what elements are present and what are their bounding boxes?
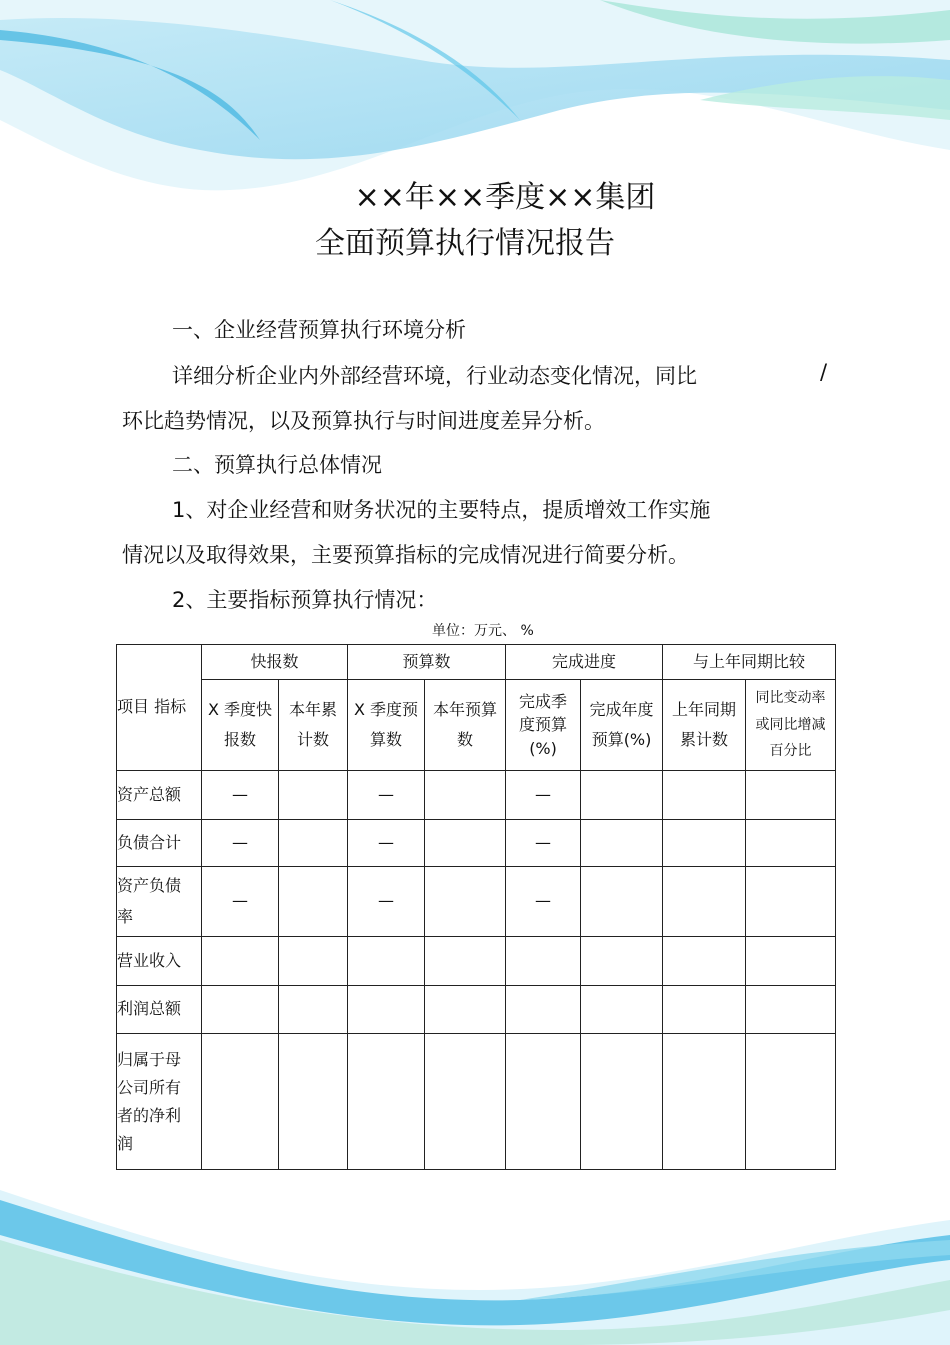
subheader-quarter-flash: X 季度快 报数	[202, 680, 279, 771]
table-row	[117, 771, 836, 820]
table-cell	[202, 937, 279, 986]
corner-header: 项目 指标	[117, 645, 202, 771]
table-cell: —	[348, 771, 425, 820]
table-cell	[746, 986, 836, 1034]
section1-heading: 一、企业经营预算执行环境分析	[172, 318, 466, 342]
table-cell	[425, 771, 506, 820]
row-label: 营业收入	[117, 937, 202, 986]
item1-line1: 1、对企业经营和财务状况的主要特点，提质增效工作实施	[172, 498, 711, 522]
table-row	[117, 986, 836, 1034]
table-unit-label: 单位：万元、 %	[432, 623, 534, 639]
subheader-annual-completion: 完成年度 预算(%)	[581, 680, 663, 771]
table-cell	[663, 986, 746, 1034]
table-cell	[663, 820, 746, 867]
subheader-annual-budget: 本年预算 数	[425, 680, 506, 771]
budget-execution-table	[116, 644, 836, 1170]
table-cell	[348, 937, 425, 986]
subheader-quarter-budget: X 季度预 算数	[348, 680, 425, 771]
section1-slash: /	[820, 360, 828, 384]
table-cell	[279, 867, 348, 937]
table-cell: —	[506, 867, 581, 937]
section1-text-line2: 环比趋势情况，以及预算执行与时间进度差异分析。	[122, 409, 605, 433]
row-label: 负债合计	[117, 820, 202, 867]
table-row	[117, 820, 836, 867]
table-cell	[663, 937, 746, 986]
subheader-last-year-ytd: 上年同期 累计数	[663, 680, 746, 771]
table-cell: —	[506, 820, 581, 867]
table-cell	[663, 771, 746, 820]
section2-heading: 二、预算执行总体情况	[172, 453, 382, 477]
table-cell	[279, 820, 348, 867]
table-cell	[663, 1034, 746, 1170]
table-cell: —	[506, 771, 581, 820]
group-header-yusuan: 预算数	[348, 645, 506, 680]
table-row	[117, 867, 836, 937]
report-title-line1: ××年××季度××集团	[354, 180, 656, 215]
table-cell	[663, 867, 746, 937]
table-cell: —	[202, 771, 279, 820]
table-header-row-sub	[117, 680, 836, 771]
table-cell	[202, 986, 279, 1034]
row-label: 利润总额	[117, 986, 202, 1034]
table-cell	[425, 820, 506, 867]
group-header-wancheng: 完成进度	[506, 645, 663, 680]
table-header-row-groups	[117, 645, 836, 680]
decorative-top-wave	[0, 0, 950, 200]
table-cell	[279, 1034, 348, 1170]
table-cell	[581, 986, 663, 1034]
table-row	[117, 1034, 836, 1170]
table-cell	[746, 867, 836, 937]
section1-text-line1: 详细分析企业内外部经营环境，行业动态变化情况，同比	[172, 364, 697, 388]
table-cell	[581, 771, 663, 820]
table-cell	[746, 1034, 836, 1170]
group-header-kuaibao: 快报数	[202, 645, 348, 680]
table-cell	[506, 986, 581, 1034]
table-cell	[279, 771, 348, 820]
table-cell	[581, 937, 663, 986]
table-cell	[746, 820, 836, 867]
table-cell	[425, 937, 506, 986]
table-cell	[581, 1034, 663, 1170]
group-header-tongqi: 与上年同期比较	[663, 645, 836, 680]
subheader-yoy-change: 同比变动率 或同比增减 百分比	[746, 680, 836, 771]
subheader-ytd-flash: 本年累 计数	[279, 680, 348, 771]
table-cell: —	[202, 820, 279, 867]
table-cell	[425, 986, 506, 1034]
table-cell	[348, 1034, 425, 1170]
table-cell	[746, 771, 836, 820]
table-cell: —	[348, 867, 425, 937]
table-cell	[506, 937, 581, 986]
table-cell	[506, 1034, 581, 1170]
table-cell	[348, 986, 425, 1034]
table-cell	[279, 986, 348, 1034]
subheader-quarter-completion: 完成季 度预算 (%)	[506, 680, 581, 771]
row-label: 资产负债 率	[117, 867, 202, 937]
item2-heading: 2、主要指标预算执行情况：	[172, 588, 438, 612]
row-label: 归属于母 公司所有 者的净利 润	[117, 1034, 202, 1170]
item1-line2: 情况以及取得效果，主要预算指标的完成情况进行简要分析。	[122, 543, 689, 567]
table-cell	[279, 937, 348, 986]
table-cell: —	[348, 820, 425, 867]
table-cell	[581, 820, 663, 867]
table-cell	[202, 1034, 279, 1170]
decorative-bottom-wave	[0, 1180, 950, 1345]
table-cell: —	[202, 867, 279, 937]
table-cell	[425, 867, 506, 937]
table-row	[117, 937, 836, 986]
table-cell	[581, 867, 663, 937]
table-cell	[425, 1034, 506, 1170]
table-cell	[746, 937, 836, 986]
row-label: 资产总额	[117, 771, 202, 820]
report-title-line2: 全面预算执行情况报告	[315, 226, 615, 261]
